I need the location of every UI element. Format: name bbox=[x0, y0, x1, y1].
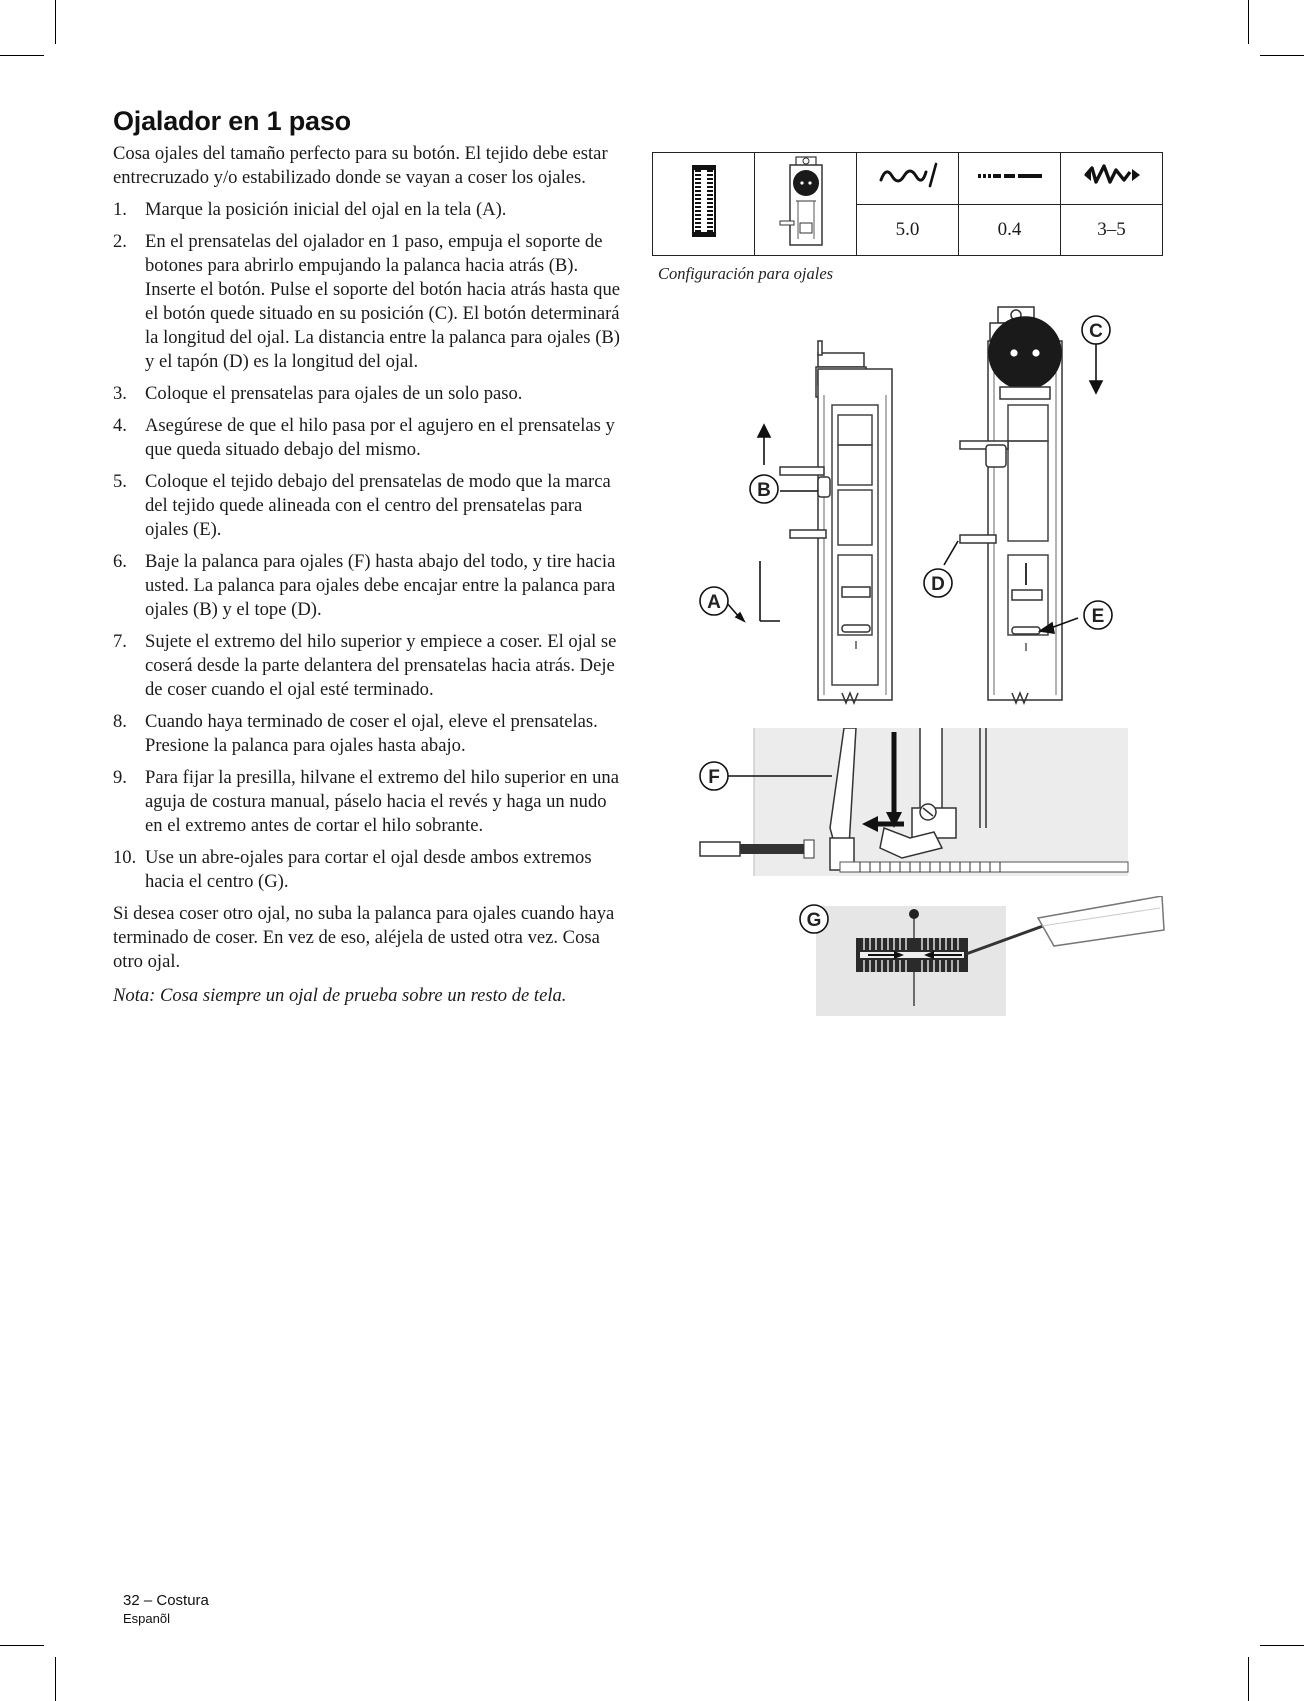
list-item bbox=[113, 766, 628, 838]
step-text: Marque la posición inicial del ojal en la tela (A). bbox=[145, 199, 507, 220]
step-text: Asegúrese de que el hilo pasa por el agujero en el prensatelas y que queda situado debajo del mismo. bbox=[145, 415, 615, 460]
list-item bbox=[113, 550, 628, 622]
step-number: 1. bbox=[113, 199, 127, 220]
step-number: 6. bbox=[113, 551, 127, 572]
step-number: 10. bbox=[113, 847, 137, 868]
intro-paragraph: Cosa ojales del tamaño perfecto para su botón. El tejido debe estar entrecruzado y/o estabilizado donde se vayan a coser los ojales. bbox=[113, 143, 608, 188]
label-f: F bbox=[708, 767, 720, 788]
step-number: 4. bbox=[113, 415, 127, 436]
list-item bbox=[113, 630, 628, 702]
step-text: En el prensatelas del ojalador en 1 paso, empuja el soporte de botones para abrirlo empujando la palanca hacia atrás (B). Inserte el botón. Pulse el soporte del botón hacia atrás hasta que el botón quede situado en su posición (C). El botón determinará la longitud del ojal. La distancia entre la palanca para ojales (B) y el tapón (D) es la longitud del ojal. bbox=[145, 231, 621, 372]
step-text: Coloque el tejido debajo del prensatelas de modo que la marca del tejido quede alineada con el centro del prensatelas para ojales (E). bbox=[145, 471, 611, 540]
crop-mark bbox=[55, 0, 56, 44]
settings-table bbox=[652, 152, 1163, 256]
list-item bbox=[113, 470, 628, 542]
language-label: Espanõl bbox=[123, 1611, 170, 1626]
step-text: Sujete el extremo del hilo superior y empiece a coser. El ojal se coserá desde la parte delantera del prensatelas hacia atrás. Deje de coser cuando el ojal esté terminado. bbox=[145, 631, 617, 700]
step-text: Use un abre-ojales para cortar el ojal desde ambos extremos hacia el centro (G). bbox=[145, 847, 592, 892]
list-item bbox=[113, 198, 628, 222]
crop-mark bbox=[55, 1657, 56, 1701]
step-number: 9. bbox=[113, 767, 127, 788]
stitch-width-icon bbox=[878, 162, 938, 188]
label-c: C bbox=[1089, 321, 1103, 342]
stitch-length-value: 0.4 bbox=[959, 204, 1061, 256]
list-item bbox=[113, 230, 628, 374]
foot-open bbox=[780, 341, 892, 703]
label-a: A bbox=[707, 592, 721, 613]
buttonhole-stitch-icon bbox=[692, 165, 716, 237]
closing-paragraph: Si desea coser otro ojal, no suba la palanca para ojales cuando haya terminado de coser. En vez de eso, aléjela de usted otra vez. Cosa otro ojal. bbox=[113, 903, 615, 972]
label-e: E bbox=[1091, 606, 1105, 627]
step-text: Para fijar la presilla, hilvane el extremo del hilo superior en una aguja de costura manual, páselo hacia el revés y haga un nudo en el extremo antes de cortar el hilo sobrante. bbox=[145, 767, 619, 836]
stitch-length-icon bbox=[977, 169, 1043, 183]
label-b: B bbox=[757, 480, 771, 501]
step-number: 8. bbox=[113, 711, 127, 732]
step-number: 7. bbox=[113, 631, 127, 652]
crop-mark bbox=[1248, 0, 1249, 44]
buttonhole-foot-icon bbox=[766, 153, 846, 249]
seam-ripper-illustration bbox=[792, 896, 1172, 1016]
step-number: 5. bbox=[113, 471, 127, 492]
thread-tension-icon bbox=[1082, 162, 1142, 188]
crop-mark bbox=[1248, 1657, 1249, 1701]
step-text: Cuando haya terminado de coser el ojal, eleve el prensatelas. Presione la palanca para ojales hasta abajo. bbox=[145, 711, 598, 756]
crop-mark bbox=[1260, 55, 1304, 56]
crop-mark bbox=[0, 55, 44, 56]
foot-with-button bbox=[960, 307, 1062, 703]
page-title: Ojalador en 1 paso bbox=[113, 106, 351, 136]
page-number: 32 – Costura bbox=[123, 1592, 209, 1609]
note: Nota: Cosa siempre un ojal de prueba sobre un resto de tela. bbox=[113, 985, 567, 1006]
thread-tension-value: 3–5 bbox=[1061, 204, 1163, 256]
list-item bbox=[113, 414, 628, 462]
tension-icon-cell bbox=[1061, 153, 1163, 205]
list-item bbox=[113, 382, 628, 406]
step-text: Baje la palanca para ojales (F) hasta abajo del todo, y tire hacia usted. La palanca para ojales debe encajar entre la palanca para ojales (B) y el tope (D). bbox=[145, 551, 616, 620]
steps-list bbox=[113, 198, 628, 894]
step-number: 3. bbox=[113, 383, 127, 404]
buttonhole-foot-illustration bbox=[670, 305, 1130, 725]
step-number: 2. bbox=[113, 231, 127, 252]
width-icon-cell bbox=[857, 153, 959, 205]
table-caption: Configuración para ojales bbox=[658, 264, 834, 283]
stitch-width-value: 5.0 bbox=[857, 204, 959, 256]
stitch-cell bbox=[653, 153, 755, 256]
instructions bbox=[113, 142, 628, 1016]
list-item bbox=[113, 846, 628, 894]
label-d: D bbox=[931, 574, 945, 595]
crop-mark bbox=[1260, 1645, 1304, 1646]
list-item bbox=[113, 710, 628, 758]
lever-illustration bbox=[680, 728, 1140, 878]
step-text: Coloque el prensatelas para ojales de un solo paso. bbox=[145, 383, 523, 404]
label-g: G bbox=[806, 910, 822, 931]
length-icon-cell bbox=[959, 153, 1061, 205]
crop-mark bbox=[0, 1645, 44, 1646]
foot-cell bbox=[755, 153, 857, 256]
